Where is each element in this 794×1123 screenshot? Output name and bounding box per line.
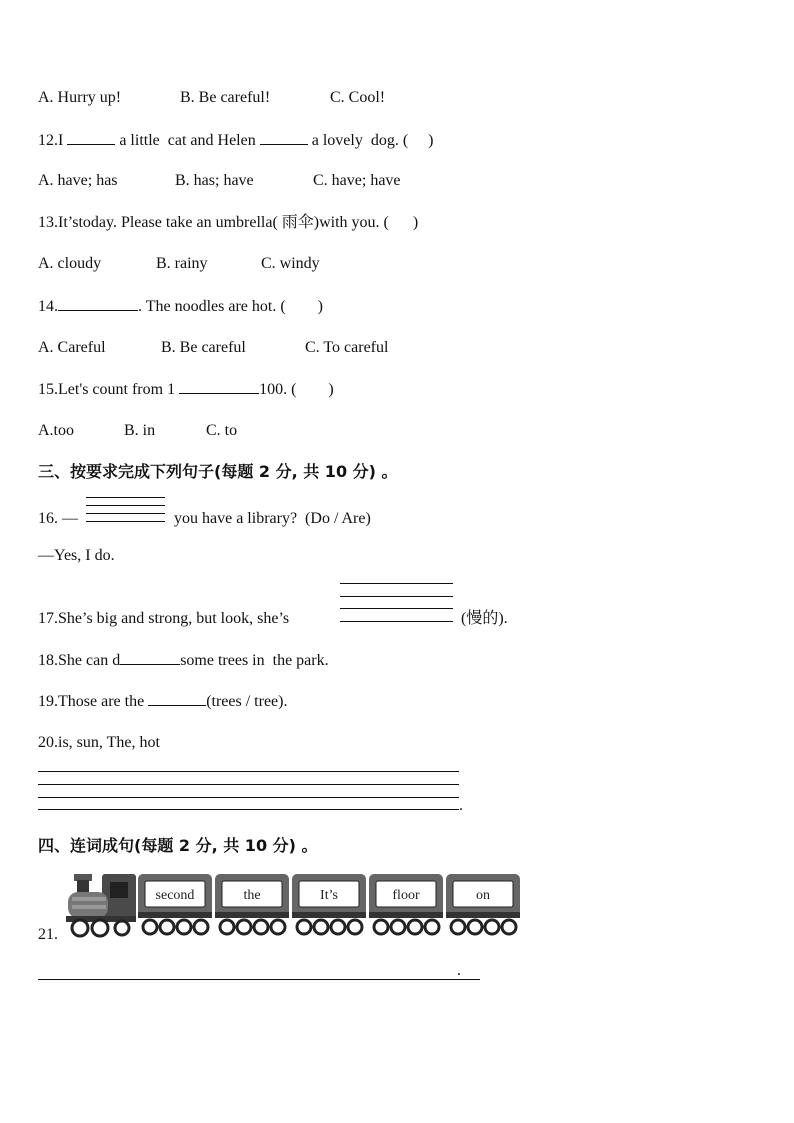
q18-question [38, 650, 329, 671]
q21-answer-line[interactable] [38, 979, 480, 980]
q16-number: 16. — [38, 510, 78, 527]
q15-option-c: C. to [206, 422, 238, 439]
q12-option-c: C. have; have [313, 172, 401, 189]
q18-blank[interactable] [120, 650, 180, 665]
q19-question [38, 691, 287, 712]
q21-number: 21. [38, 926, 58, 943]
q18-text-2: some trees in the park. [180, 652, 329, 669]
q11-option-b: B. Be careful! [180, 89, 271, 106]
section-3-heading: 三、按要求完成下列句子(每题 2 分, 共 10 分) 。 [38, 462, 398, 481]
q14-option-a: A. Careful [38, 339, 106, 356]
q21-train-illustration [66, 872, 526, 938]
q19-text-1: 19.Those are the [38, 693, 149, 710]
q16-answer: —Yes, I do. [38, 547, 115, 564]
q12-blank-1[interactable] [67, 130, 115, 145]
q15-option-a: A.too [38, 422, 74, 439]
q16-text: you have a library? (Do / Are) [174, 510, 371, 527]
q12-text-1: I [58, 132, 68, 149]
q21-word-car [215, 874, 289, 934]
train-locomotive-icon [66, 874, 136, 936]
q12-option-a: A. have; has [38, 172, 118, 189]
q14-text: . The noodles are hot. ( ) [138, 298, 323, 315]
q20-question: 20.is, sun, The, hot [38, 734, 160, 751]
q21-word: floor [392, 888, 420, 903]
q19-blank[interactable] [148, 691, 206, 706]
section-4-heading: 四、连词成句(每题 2 分, 共 10 分) 。 [38, 836, 318, 855]
q14-question [38, 296, 323, 317]
q17-blank-line-4[interactable] [340, 621, 453, 622]
q17-blank-line-1[interactable] [340, 583, 453, 584]
q12-text-2: a little cat and Helen [115, 132, 260, 149]
q14-number: 14. [38, 298, 58, 315]
q20-answer-line-2[interactable] [38, 784, 459, 785]
q16-blank-line-2[interactable] [86, 505, 165, 506]
q12-blank-2[interactable] [260, 130, 308, 145]
q15-question [38, 379, 334, 400]
q12-question [38, 130, 433, 151]
q16-blank-line-1[interactable] [86, 497, 165, 498]
q13-option-b: B. rainy [156, 255, 208, 272]
q20-answer-line-3[interactable] [38, 797, 459, 798]
q11-option-a: A. Hurry up! [38, 89, 122, 106]
q17-blank-line-3[interactable] [340, 608, 453, 609]
q15-text-2: 100. ( ) [259, 381, 334, 398]
q15-option-b: B. in [124, 422, 156, 439]
q20-period: . [459, 797, 463, 814]
q13-question: 13.It’stoday. Please take an umbrella( 雨伞)with you. ( ) [38, 214, 419, 231]
q21-word-car [138, 874, 212, 934]
q20-answer-line-1[interactable] [38, 771, 459, 772]
q17-hint: (慢的). [461, 610, 508, 627]
q17-question: 17.She’s big and strong, but look, she’s [38, 610, 290, 627]
q19-text-2: (trees / tree). [206, 693, 288, 710]
q21-word: It’s [320, 888, 338, 903]
q12-number: 12. [38, 132, 58, 149]
q11-option-c: C. Cool! [330, 89, 386, 106]
q14-blank[interactable] [58, 296, 138, 311]
q12-text-3: a lovely dog. ( ) [307, 132, 434, 149]
q21-word: on [476, 888, 490, 903]
q14-option-c: C. To careful [305, 339, 389, 356]
q16-blank-line-3[interactable] [86, 513, 165, 514]
q13-option-c: C. windy [261, 255, 320, 272]
q14-option-b: B. Be careful [161, 339, 246, 356]
q17-blank-line-2[interactable] [340, 596, 453, 597]
q21-word-car [292, 874, 366, 934]
q15-text-1: 15.Let's count from 1 [38, 381, 180, 398]
q21-word-car [446, 874, 520, 934]
q18-text-1: 18.She can d [38, 652, 121, 669]
q21-period: . [457, 962, 461, 979]
q16-blank-line-4[interactable] [86, 521, 165, 522]
q21-word: second [155, 888, 195, 903]
q12-option-b: B. has; have [175, 172, 254, 189]
q21-word-car [369, 874, 443, 934]
q20-answer-line-4[interactable] [38, 809, 459, 810]
q15-blank[interactable] [179, 379, 259, 394]
q13-option-a: A. cloudy [38, 255, 102, 272]
q21-word: the [243, 888, 261, 903]
